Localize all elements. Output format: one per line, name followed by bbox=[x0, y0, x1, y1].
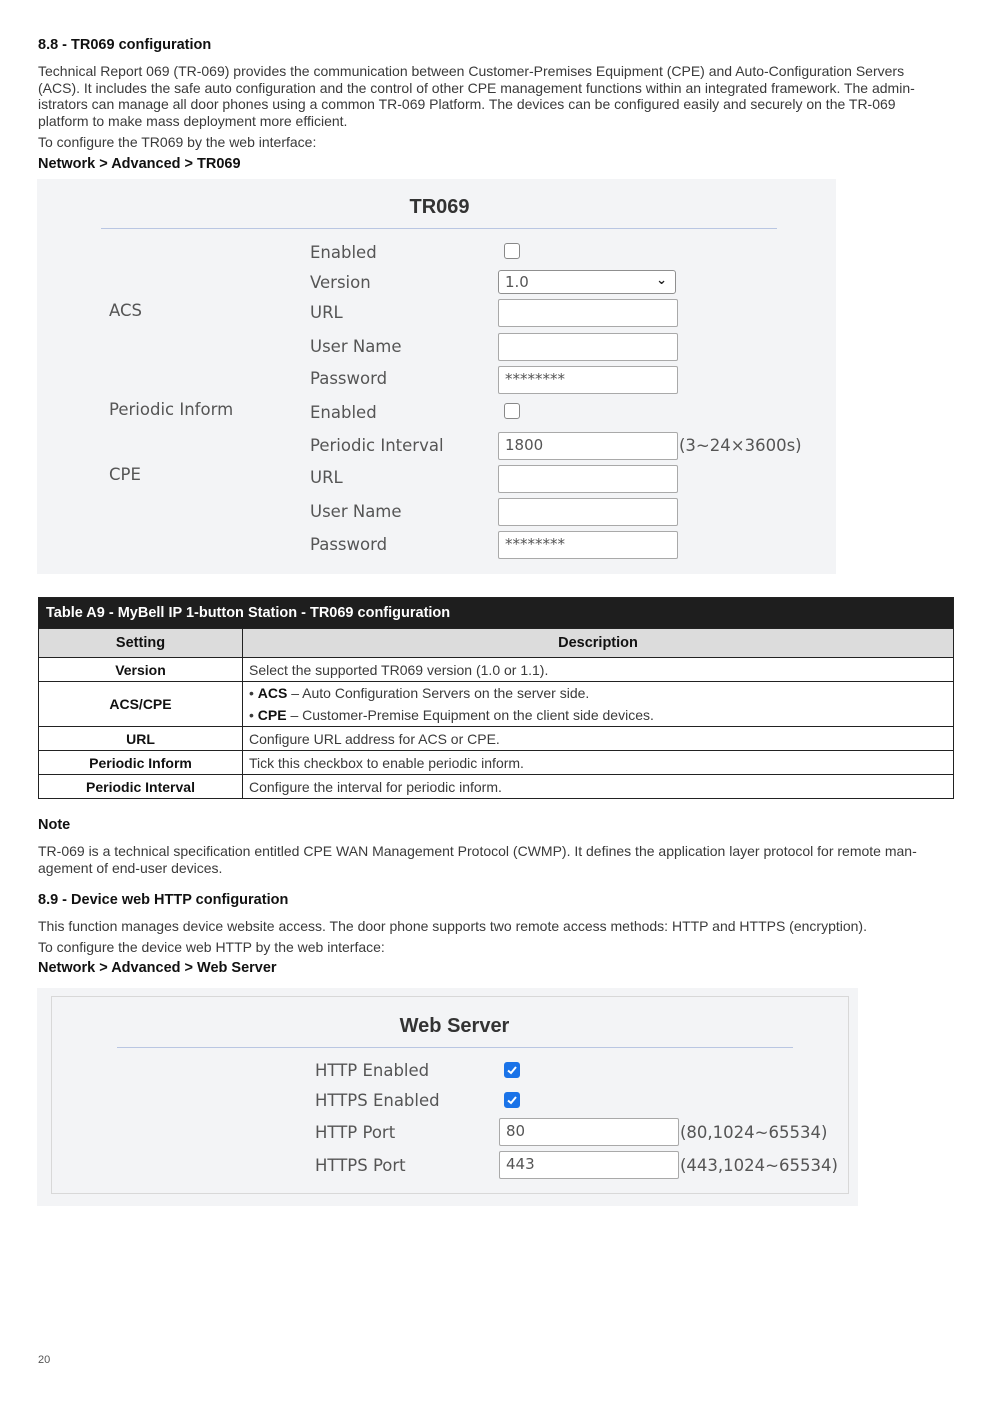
acs-url-label: URL bbox=[310, 303, 343, 322]
periodic-enabled-label: Enabled bbox=[310, 403, 377, 422]
description-cell: Configure URL address for ACS or CPE. bbox=[243, 727, 954, 751]
page-number: 20 bbox=[38, 1354, 51, 1366]
table-row bbox=[39, 775, 954, 799]
cpe-password-label: Password bbox=[310, 535, 388, 554]
periodic-inform-group-label: Periodic Inform bbox=[109, 400, 234, 419]
note-heading: Note bbox=[38, 817, 71, 833]
version-selected-value: 1.0 bbox=[505, 273, 529, 291]
tr069-configure-text: To configure the TR069 by the web interface: bbox=[38, 134, 317, 150]
http-enabled-label: HTTP Enabled bbox=[315, 1061, 430, 1080]
tr069-menu-path: Network > Advanced > TR069 bbox=[38, 156, 241, 172]
cpe-group-label: CPE bbox=[109, 465, 141, 484]
title-divider bbox=[101, 228, 777, 229]
table-caption: Table A9 - MyBell IP 1-button Station - TR069 configuration bbox=[39, 598, 954, 629]
cpe-username-label: User Name bbox=[310, 502, 402, 521]
tr069-settings-panel bbox=[37, 179, 836, 574]
http-enabled-checkbox[interactable] bbox=[504, 1062, 520, 1078]
section-heading-tr069: 8.8 - TR069 configuration bbox=[38, 37, 212, 53]
version-label: Version bbox=[310, 273, 371, 292]
setting-cell: ACS/CPE bbox=[39, 682, 243, 727]
acs-group-label: ACS bbox=[109, 301, 142, 320]
setting-cell: Version bbox=[39, 658, 243, 682]
intro-line: Technical Report 069 (TR-069) provides the communication between Customer-Premises Equipment (CPE) and Auto-Configuration Servers bbox=[38, 63, 905, 79]
https-port-label: HTTPS Port bbox=[315, 1156, 406, 1175]
bullet-text: – Customer-Premise Equipment on the client side devices. bbox=[286, 707, 654, 723]
acs-password-input[interactable]: ******** bbox=[498, 366, 678, 394]
bullet-text: – Auto Configuration Servers on the server side. bbox=[287, 685, 590, 701]
acs-username-label: User Name bbox=[310, 337, 402, 356]
http-port-range-hint: (80,1024~65534) bbox=[680, 1123, 828, 1142]
periodic-enabled-checkbox[interactable] bbox=[504, 403, 520, 419]
web-http-intro-paragraph: This function manages device website access. The door phone supports two remote access methods: HTTP and HTTPS (encryption). bbox=[38, 918, 867, 934]
section-heading-web-http: 8.9 - Device web HTTP configuration bbox=[38, 892, 289, 908]
tr069-panel-title: TR069 bbox=[409, 196, 470, 218]
acs-username-input[interactable] bbox=[498, 333, 678, 361]
chevron-down-icon: ⌄ bbox=[656, 273, 667, 288]
title-divider bbox=[117, 1047, 793, 1048]
https-port-input[interactable]: 443 bbox=[499, 1151, 679, 1179]
https-port-range-hint: (443,1024~65534) bbox=[680, 1156, 838, 1175]
description-cell: Configure the interval for periodic inform. bbox=[243, 775, 954, 799]
acs-enabled-checkbox[interactable] bbox=[504, 243, 520, 259]
bullet-item: • CPE – Customer-Premise Equipment on the client side devices. bbox=[249, 707, 654, 723]
cpe-username-input[interactable] bbox=[498, 498, 678, 526]
cpe-url-label: URL bbox=[310, 468, 343, 487]
bullet-term: ACS bbox=[257, 685, 288, 701]
bullet-item: • ACS – Auto Configuration Servers on the server side. bbox=[249, 685, 590, 701]
periodic-interval-input[interactable]: 1800 bbox=[498, 432, 678, 460]
description-cell: Tick this checkbox to enable periodic inform. bbox=[243, 751, 954, 775]
setting-cell: Periodic Interval bbox=[39, 775, 243, 799]
cpe-password-input[interactable]: ******** bbox=[498, 531, 678, 559]
setting-cell: URL bbox=[39, 727, 243, 751]
intro-line: platform to make mass deployment more efficient. bbox=[38, 112, 348, 129]
table-row bbox=[39, 751, 954, 775]
bullet-term: CPE bbox=[257, 707, 287, 723]
https-enabled-label: HTTPS Enabled bbox=[315, 1091, 440, 1110]
tr069-settings-table bbox=[38, 597, 954, 799]
periodic-interval-label: Periodic Interval bbox=[310, 436, 444, 455]
checkmark-icon bbox=[506, 1094, 518, 1106]
note-paragraph bbox=[38, 843, 958, 876]
intro-line: (ACS). It includes the safe auto configuration and the control of other CPE management functions within an integrated framework. The admin- bbox=[38, 79, 915, 96]
web-server-menu-path: Network > Advanced > Web Server bbox=[38, 960, 277, 976]
http-port-label: HTTP Port bbox=[315, 1123, 396, 1142]
tr069-intro-paragraph bbox=[38, 63, 958, 129]
http-port-input[interactable]: 80 bbox=[499, 1118, 679, 1146]
table-row bbox=[39, 658, 954, 682]
cpe-url-input[interactable] bbox=[498, 465, 678, 493]
column-header-setting: Setting bbox=[39, 629, 243, 658]
web-server-panel-title: Web Server bbox=[399, 1015, 510, 1037]
checkmark-icon bbox=[506, 1064, 518, 1076]
note-line: TR-069 is a technical specification entitled CPE WAN Management Protocol (CWMP). It defines the application layer protocol for remote man- bbox=[38, 843, 917, 859]
setting-cell: Periodic Inform bbox=[39, 751, 243, 775]
acs-password-label: Password bbox=[310, 369, 388, 388]
web-server-settings-panel bbox=[37, 988, 858, 1206]
version-select[interactable] bbox=[498, 270, 676, 294]
description-cell bbox=[243, 682, 954, 727]
table-row bbox=[39, 682, 954, 727]
web-http-configure-text: To configure the device web HTTP by the web interface: bbox=[38, 939, 385, 955]
acs-url-input[interactable] bbox=[498, 299, 678, 327]
https-enabled-checkbox[interactable] bbox=[504, 1092, 520, 1108]
column-header-description: Description bbox=[243, 629, 954, 658]
table-row bbox=[39, 727, 954, 751]
acs-enabled-label: Enabled bbox=[310, 243, 377, 262]
intro-line: istrators can manage all door phones using a common TR-069 Platform. The devices can be configured easily and securely on the TR-069 bbox=[38, 96, 896, 112]
description-cell: Select the supported TR069 version (1.0 or 1.1). bbox=[243, 658, 954, 682]
periodic-interval-range-hint: (3~24×3600s) bbox=[679, 436, 802, 455]
note-line: agement of end-user devices. bbox=[38, 859, 223, 876]
